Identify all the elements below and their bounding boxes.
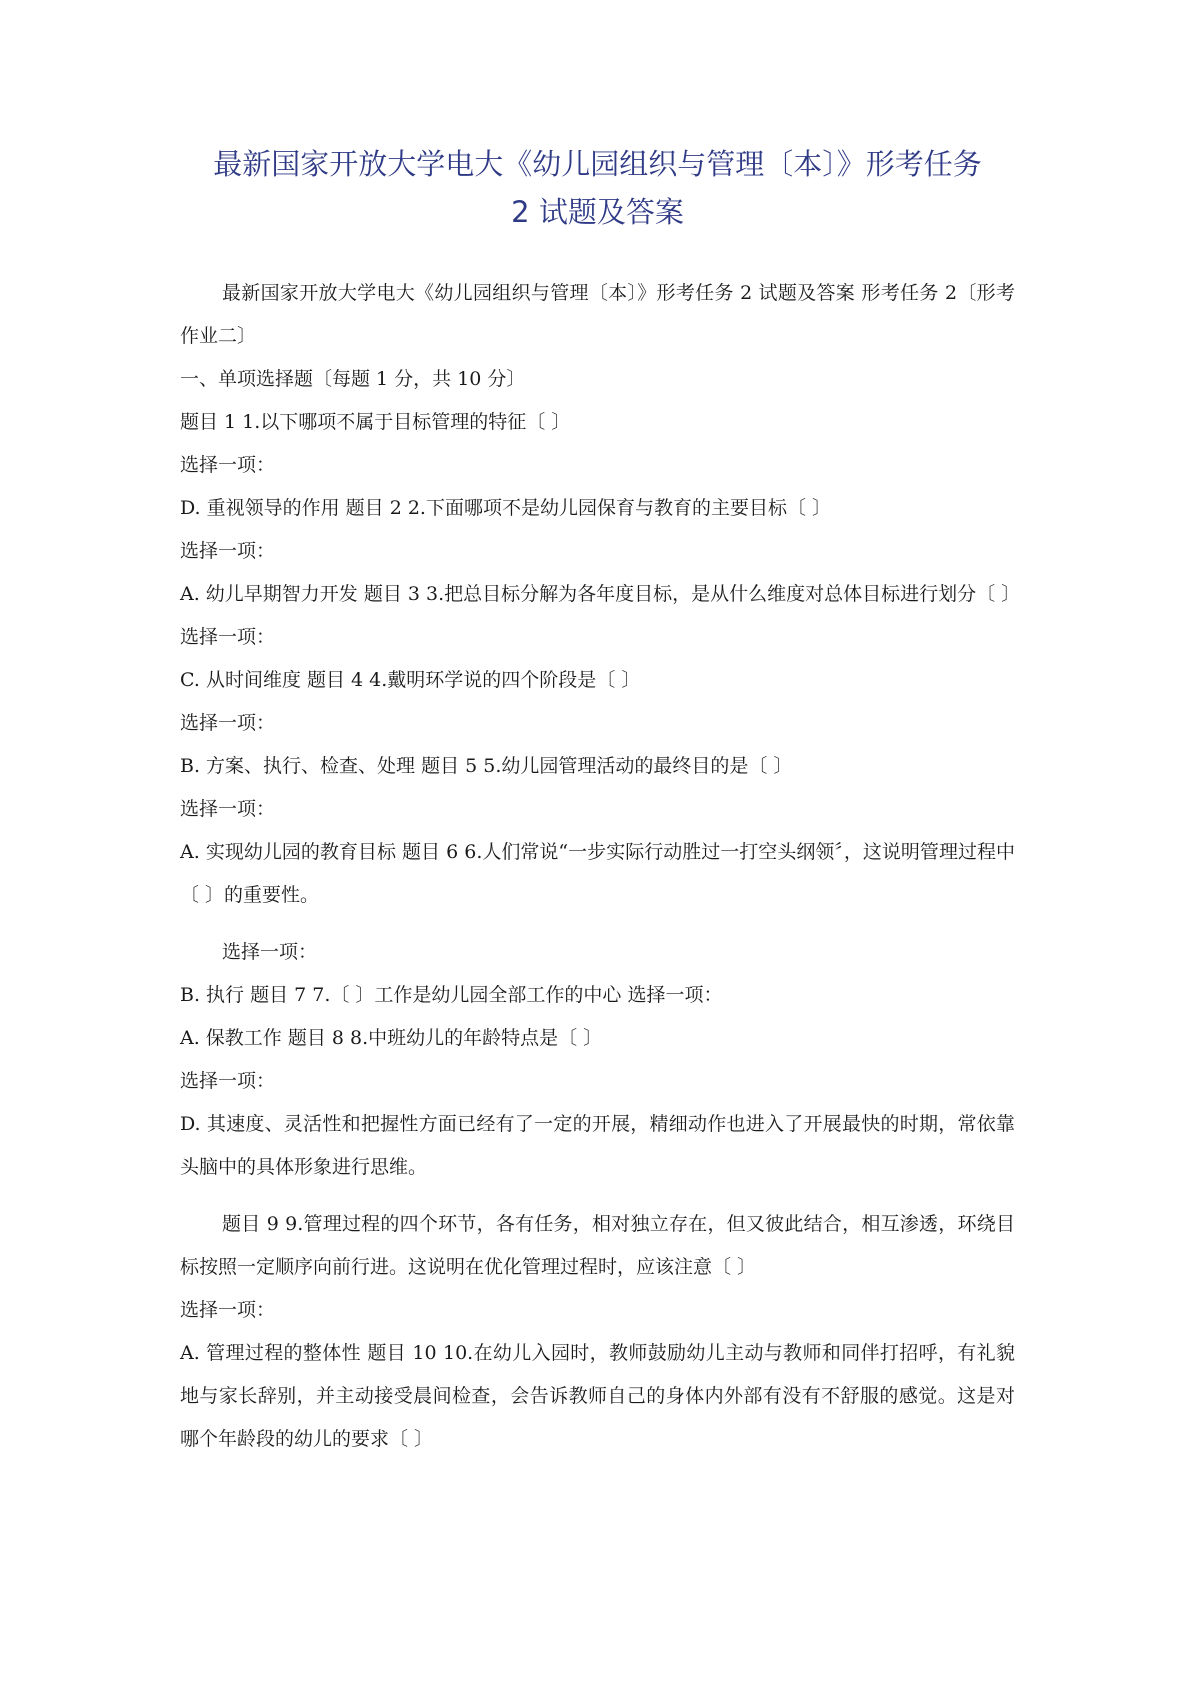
question-9: 题目 9 9.管理过程的四个环节，各有任务，相对独立存在，但又彼此结合，相互渗透，环绕目标按照一定顺序向前行进。这说明在优化管理过程时，应该注意〔 〕	[180, 1213, 1015, 1278]
choose-one-label: 选择一项：	[180, 454, 276, 476]
choose-one-label: 选择一项：	[180, 798, 276, 820]
choose-one-label: 选择一项：	[222, 941, 318, 963]
answer-7-question-8: A. 保教工作 题目 8 8.中班幼儿的年龄特点是〔 〕	[180, 1027, 603, 1049]
title-line-1: 最新国家开放大学电大《幼儿园组织与管理〔本〕》形考任务	[213, 147, 982, 181]
choose-one-label: 选择一项：	[180, 626, 276, 648]
answer-8: D. 其速度、灵活性和把握性方面已经有了一定的开展，精细动作也进入了开展最快的时期，常依靠头脑中的具体形象进行思维。	[180, 1113, 1015, 1178]
answer-1-question-2: D. 重视领导的作用 题目 2 2.下面哪项不是幼儿园保育与教育的主要目标〔 〕	[180, 497, 832, 519]
answer-6-question-7: B. 执行 题目 7 7.〔 〕工作是幼儿园全部工作的中心 选择一项：	[180, 984, 723, 1006]
answer-3-question-4: C. 从时间维度 题目 4 4.戴明环学说的四个阶段是〔 〕	[180, 669, 641, 691]
choose-one-label: 选择一项：	[180, 1299, 276, 1321]
answer-9-question-10: A. 管理过程的整体性 题目 10 10.在幼儿入园时，教师鼓励幼儿主动与教师和同伴打招呼，有礼貌地与家长辞别，并主动接受晨间检查，会告诉教师自己的身体内外部有没有不舒服的感觉。这是对哪个年龄段的幼儿的要求〔 〕	[180, 1342, 1015, 1450]
section-heading: 一、单项选择题〔每题 1 分，共 10 分〕	[180, 368, 526, 390]
document-body	[180, 272, 1021, 1461]
answer-5-question-6: A. 实现幼儿园的教育目标 题目 6 6.人们常说“一步实际行动胜过一打空头纲领〞，这说明管理过程中〔 〕的重要性。	[180, 841, 1015, 906]
answer-2-question-3: A. 幼儿早期智力开发 题目 3 3.把总目标分解为各年度目标，是从什么维度对总体目标进行划分〔 〕	[180, 583, 1021, 605]
intro-paragraph: 最新国家开放大学电大《幼儿园组织与管理〔本〕》形考任务 2 试题及答案 形考任务 2〔形考作业二〕	[180, 282, 1015, 347]
title-line-2: 2 试题及答案	[511, 195, 684, 229]
choose-one-label: 选择一项：	[180, 540, 276, 562]
question-1: 题目 1 1.以下哪项不属于目标管理的特征〔 〕	[180, 411, 571, 433]
choose-one-label: 选择一项：	[180, 1070, 276, 1092]
document-title	[180, 140, 1015, 236]
answer-4-question-5: B. 方案、执行、检查、处理 题目 5 5.幼儿园管理活动的最终目的是〔 〕	[180, 755, 793, 777]
choose-one-label: 选择一项：	[180, 712, 276, 734]
